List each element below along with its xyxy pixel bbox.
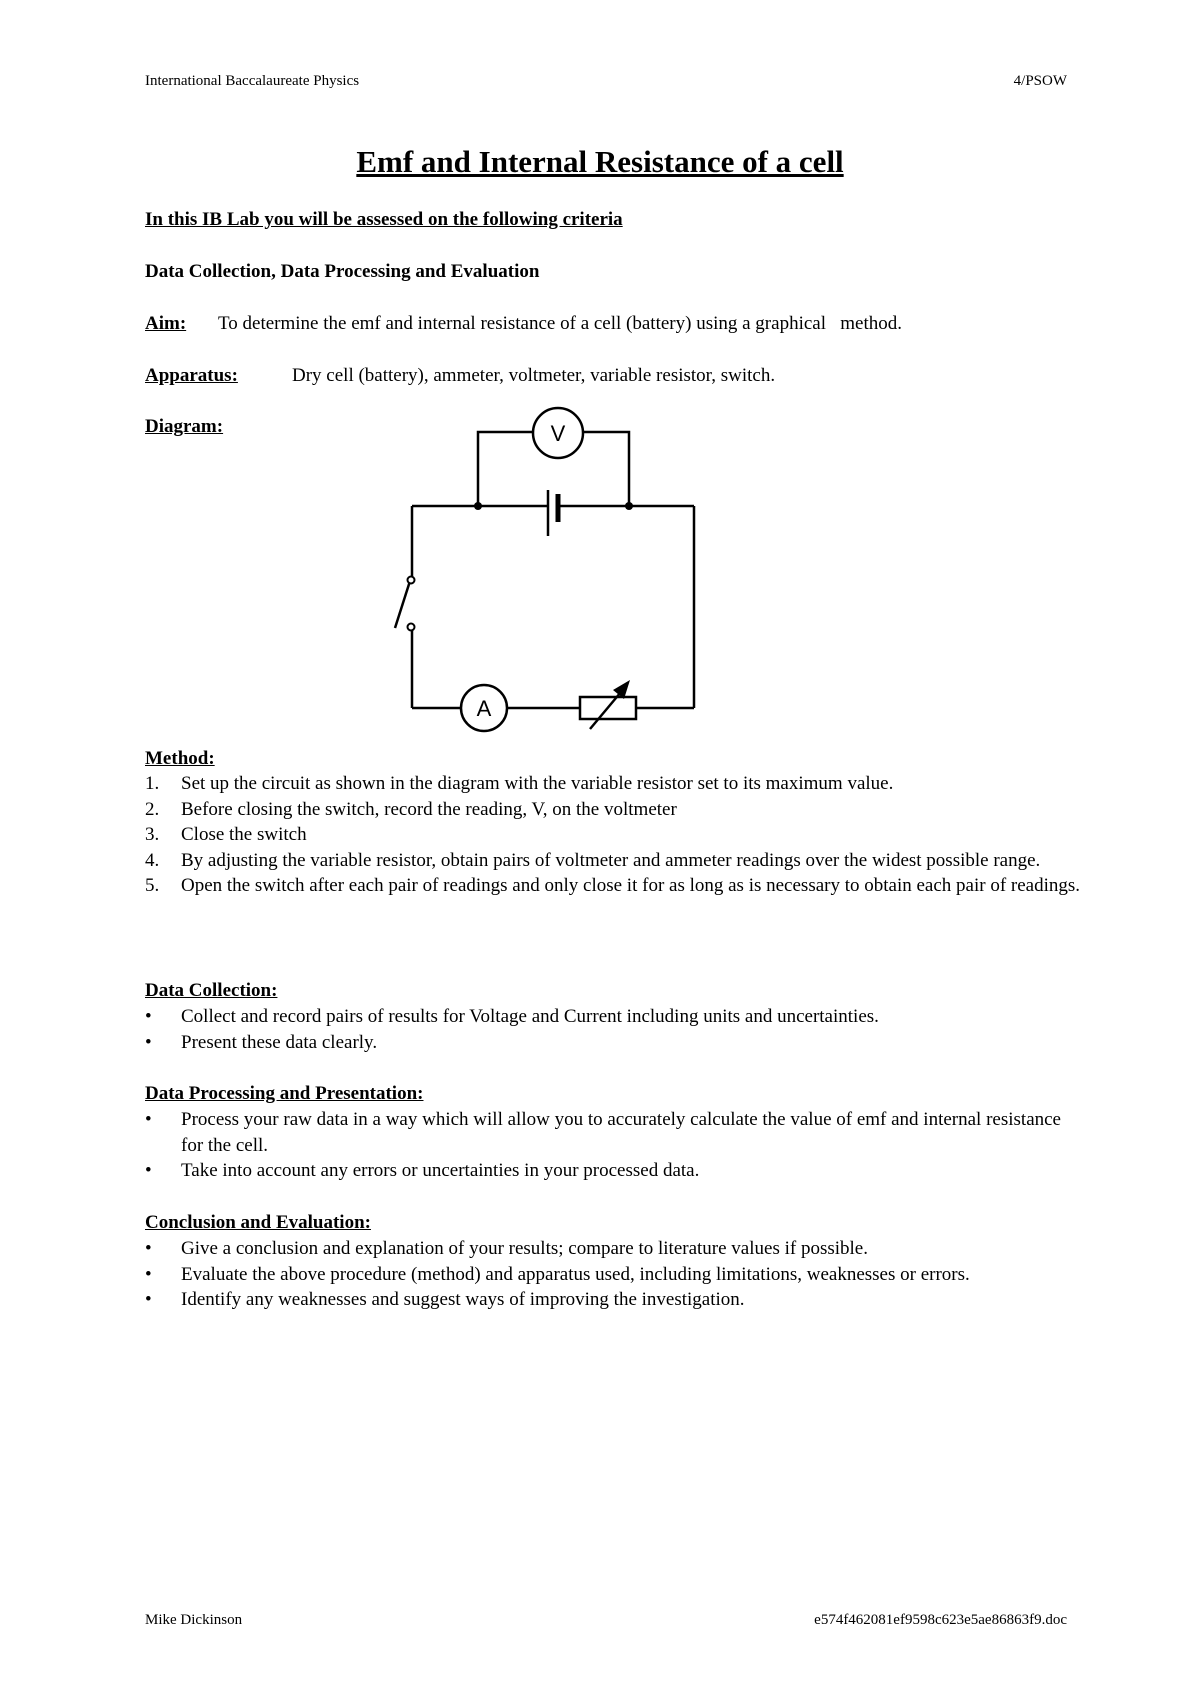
method-item-number: 5. — [145, 875, 160, 896]
bullet-icon: • — [145, 1160, 152, 1181]
footer-filename: e574f462081ef9598c623e5ae86863f9.doc — [814, 1612, 1067, 1628]
method-item-number: 4. — [145, 849, 160, 871]
bullet-text: Take into account any errors or uncertainties in your processed data. — [181, 1160, 700, 1181]
bullet-text: Identify any weaknesses and suggest ways of improving the investigation. — [181, 1289, 745, 1310]
bullet-text: Give a conclusion and explanation of your results; compare to literature values if possible. — [181, 1238, 868, 1259]
diagram-label: Diagram: — [145, 416, 224, 437]
bullet-icon: • — [145, 1238, 152, 1259]
method-item-text: Close the switch — [181, 824, 307, 845]
aim-text: To determine the emf and internal resistance of a cell (battery) using a graphical method. — [218, 313, 902, 334]
method-list — [145, 771, 1085, 899]
bullet-text: Evaluate the above procedure (method) and apparatus used, including limitations, weaknesses or errors. — [181, 1263, 970, 1285]
ammeter-symbol: A — [476, 696, 492, 721]
bullet-item — [145, 1158, 1085, 1184]
method-item — [145, 797, 1085, 823]
switch-contact-top — [408, 577, 415, 584]
method-item-text: By adjusting the variable resistor, obtain pairs of voltmeter and ammeter readings over the widest possible range. — [181, 849, 1041, 871]
method-heading: Method: — [145, 748, 215, 769]
junction-left-dot — [474, 502, 482, 510]
bullet-item — [145, 1262, 1085, 1288]
method-item-text: Set up the circuit as shown in the diagram with the variable resistor set to its maximum value. — [181, 773, 894, 794]
voltmeter-wire-left — [478, 432, 532, 506]
bullet-item — [145, 1236, 1085, 1262]
apparatus-label: Apparatus: — [145, 365, 238, 386]
header-left: International Baccalaureate Physics — [145, 73, 360, 89]
data-processing-list — [145, 1107, 1085, 1184]
data-collection-heading: Data Collection: — [145, 980, 278, 1001]
junction-right-dot — [625, 502, 633, 510]
assessment-heading: In this IB Lab you will be assessed on the following criteria — [145, 209, 623, 230]
bullet-item — [145, 1107, 1085, 1158]
voltmeter-symbol: V — [550, 421, 566, 446]
method-item — [145, 848, 1085, 874]
bullet-item — [145, 1004, 1085, 1030]
method-item-number: 1. — [145, 773, 160, 794]
bullet-icon: • — [145, 1109, 152, 1130]
method-item-number: 3. — [145, 824, 160, 845]
data-collection-list — [145, 1004, 1085, 1055]
conclusion-list — [145, 1236, 1085, 1313]
page-title: Emf and Internal Resistance of a cell — [356, 144, 844, 179]
bullet-icon: • — [145, 1263, 152, 1285]
criteria-line: Data Collection, Data Processing and Evaluation — [145, 261, 540, 282]
bullet-text: Process your raw data in a way which will allow you to accurately calculate the value of emf and internal resistance for the cell. — [181, 1109, 1061, 1156]
header-right: 4/PSOW — [1013, 73, 1067, 89]
footer-author: Mike Dickinson — [145, 1612, 243, 1628]
method-item-text: Open the switch after each pair of readings and only close it for as long as is necessary to obtain each pair of readings. — [181, 875, 1081, 896]
circuit-diagram — [0, 0, 1200, 760]
method-item — [145, 771, 1085, 797]
switch-contact-bottom — [408, 624, 415, 631]
method-item — [145, 822, 1085, 848]
method-item — [145, 873, 1085, 899]
bullet-icon: • — [145, 1031, 152, 1053]
aim-label: Aim: — [145, 313, 187, 334]
bullet-text: Present these data clearly. — [181, 1031, 378, 1053]
bullet-item — [145, 1030, 1085, 1056]
method-item-text: Before closing the switch, record the reading, V, on the voltmeter — [181, 798, 677, 820]
conclusion-heading: Conclusion and Evaluation: — [145, 1212, 371, 1233]
voltmeter-wire-right — [584, 432, 629, 506]
bullet-icon: • — [145, 1289, 152, 1310]
bullet-item — [145, 1287, 1085, 1313]
method-item-number: 2. — [145, 798, 160, 820]
bullet-icon: • — [145, 1006, 152, 1027]
bullet-text: Collect and record pairs of results for Voltage and Current including units and uncertainties. — [181, 1006, 879, 1027]
data-processing-heading: Data Processing and Presentation: — [145, 1083, 424, 1104]
apparatus-text: Dry cell (battery), ammeter, voltmeter, variable resistor, switch. — [292, 365, 776, 386]
switch-lever — [395, 581, 410, 628]
